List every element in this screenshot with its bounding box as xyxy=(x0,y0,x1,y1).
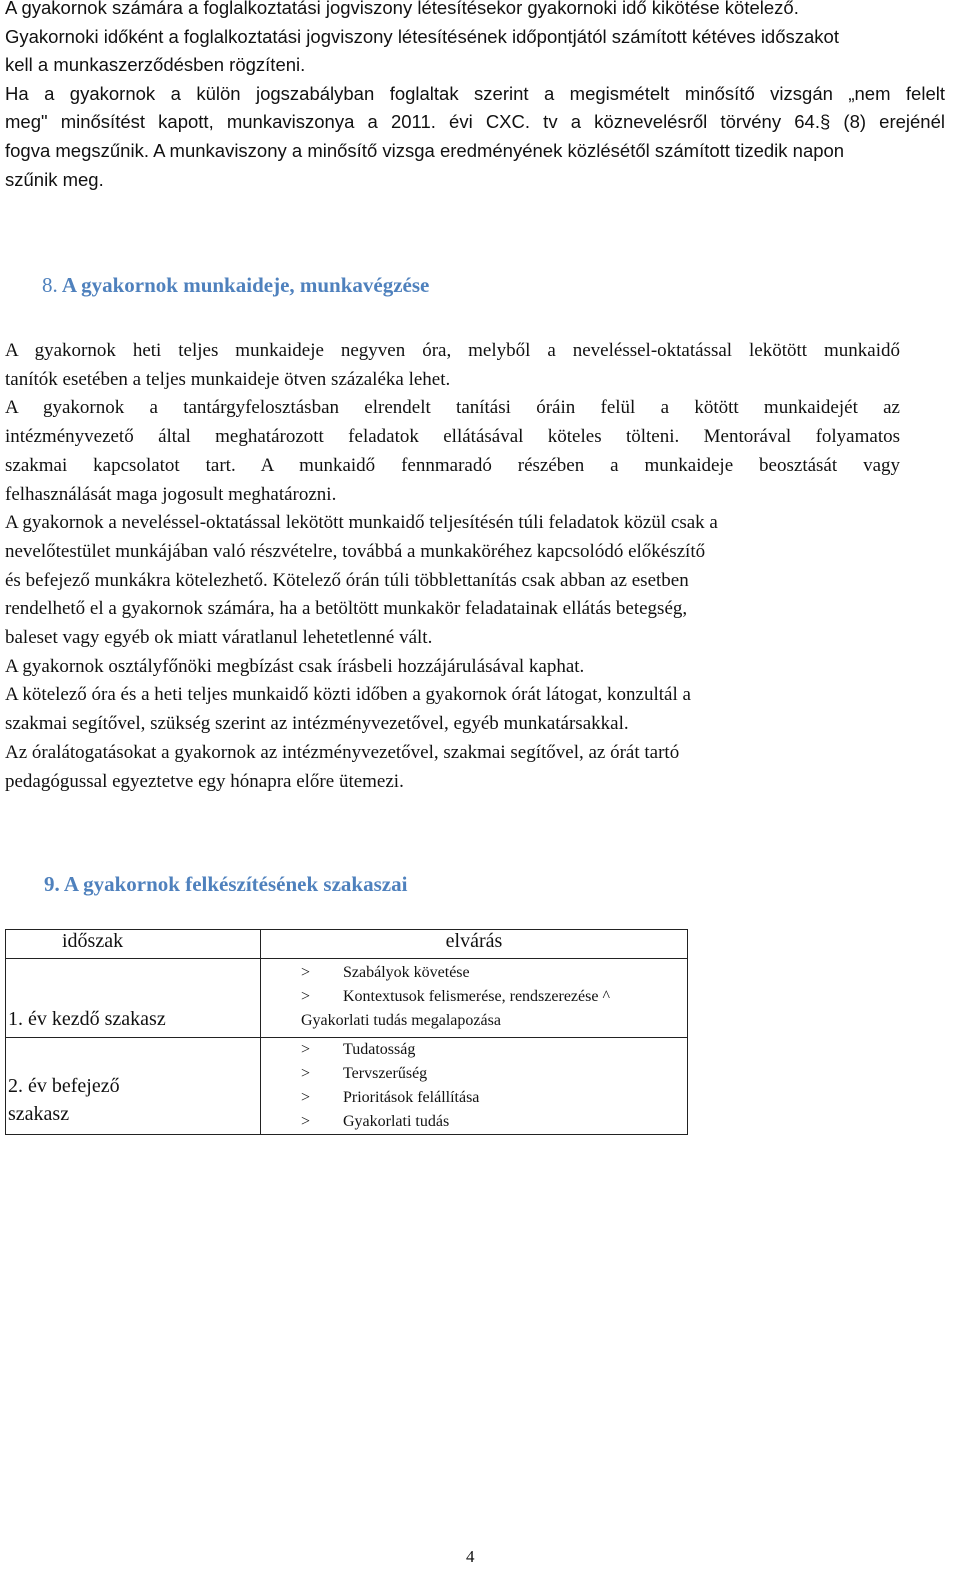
item-text: Kontextusok felismerése, rendszerezése ^ xyxy=(343,988,610,1005)
expectation-cell xyxy=(261,1038,688,1135)
period-label-line: 2. év befejező xyxy=(8,1075,120,1097)
item-text: Szabályok követése xyxy=(343,964,470,981)
text-line: Gyakornoki időként a foglalkoztatási jogviszony létesítésének időpontjától számított kétéves időszakot xyxy=(5,25,839,47)
list-item xyxy=(261,1062,687,1086)
table-row xyxy=(6,959,688,1038)
item-text: Tudatosság xyxy=(343,1041,416,1058)
text-line: A gyakornok számára a foglalkoztatási jogviszony létesítésekor gyakornoki idő kikötése kötelező. xyxy=(5,0,799,18)
text-line: intézményvezető által meghatározott feladatok ellátásával köteles tölteni. Mentorával folyamatos xyxy=(5,426,900,448)
text-line: A gyakornok a tantárgyfelosztásban elrendelt tanítási óráin felül a kötött munkaidejét az xyxy=(5,397,900,419)
text-line: nevelőtestület munkájában való részvételre, továbbá a munkaköréhez kapcsolódó előkészítő xyxy=(5,540,706,562)
training-phases-table xyxy=(5,929,688,1135)
list-item-continuation: Gyakorlati tudás megalapozása xyxy=(301,1012,501,1029)
text-line: Az óralátogatásokat a gyakornok az intézményvezetővel, szakmai segítővel, az órát tartó xyxy=(5,741,680,763)
item-text: Gyakorlati tudás xyxy=(343,1113,450,1130)
section-9-heading: 9. A gyakornok felkészítésének szakaszai xyxy=(44,872,408,896)
text-line: A gyakornok a neveléssel-oktatással lekötött munkaidő teljesítésén túli feladatok közül csak a xyxy=(5,512,718,534)
text-line: szakmai segítővel, szükség szerint az intézményvezetővel, egyéb munkatársakkal. xyxy=(5,713,629,735)
section-number: 8. xyxy=(42,273,58,297)
item-text: Prioritások felállítása xyxy=(343,1089,480,1106)
bullet-marker: > xyxy=(301,964,311,981)
text-line: kell a munkaszerződésben rögzíteni. xyxy=(5,54,306,76)
text-line: rendelhető el a gyakornok számára, ha a betöltött munkakör feladatainak ellátás betegség, xyxy=(5,598,688,620)
text-line: fogva megszűnik. A munkaviszony a minősítő vizsga eredményének közlésétől számított tizedik napon xyxy=(5,139,845,161)
text-line: tanítók esetében a teljes munkaideje ötven százaléka lehet. xyxy=(5,368,451,390)
list-item xyxy=(261,985,687,1009)
text-line: A gyakornok heti teljes munkaideje negyven óra, melyből a neveléssel-oktatással lekötött munkaidő xyxy=(5,340,900,361)
period-cell xyxy=(6,959,261,1038)
text-line: A gyakornok osztályfőnöki megbízást csak írásbeli hozzájárulásával kaphat. xyxy=(5,655,585,677)
section-8-body xyxy=(5,337,900,796)
intro-paragraph xyxy=(5,0,945,194)
list-item xyxy=(261,1086,687,1110)
text-line: meg" minősítést kapott, munkaviszonya a 2011. évi CXC. tv a köznevelésről törvény 64.§ (8) erejénél xyxy=(5,111,945,133)
item-text: Tervszerűség xyxy=(343,1065,428,1082)
bullet-marker: > xyxy=(301,1113,311,1130)
text-line: baleset vagy egyéb ok miatt váratlanul lehetetlenné vált. xyxy=(5,627,433,649)
column-header-expectation: elvárás xyxy=(261,930,688,959)
section-8-heading xyxy=(42,273,429,298)
table-header-row xyxy=(6,930,688,959)
text-line: pedagógussal egyeztetve egy hónapra előre ütemezi. xyxy=(5,770,404,792)
bullet-marker: > xyxy=(301,1065,311,1082)
text-line: és befejező munkákra kötelezhető. Kötelező órán túli többlettanítás csak abban az esetben xyxy=(5,569,689,591)
period-label-line: szakasz xyxy=(8,1103,70,1125)
text-line: Ha a gyakornok a külön jogszabályban foglaltak szerint a megismételt minősítő vizsgán „nem felelt xyxy=(5,82,945,104)
period-cell xyxy=(6,1038,261,1135)
text-line: szűnik meg. xyxy=(5,168,104,190)
column-header-period: időszak xyxy=(6,930,261,959)
table-row xyxy=(6,1038,688,1135)
bullet-marker: > xyxy=(301,988,311,1005)
list-item xyxy=(261,1038,687,1062)
list-item xyxy=(261,1110,687,1134)
text-line: felhasználását maga jogosult meghatározni. xyxy=(5,483,337,505)
text-line: szakmai kapcsolatot tart. A munkaidő fennmaradó részében a munkaideje beosztását vagy xyxy=(5,454,900,476)
page-number: 4 xyxy=(466,1547,475,1566)
period-label: 1. év kezdő szakasz xyxy=(8,1008,166,1030)
text-line: A kötelező óra és a heti teljes munkaidő közti időben a gyakornok órát látogat, konzultál a xyxy=(5,684,691,706)
bullet-marker: > xyxy=(301,1041,311,1058)
list-item xyxy=(261,961,687,985)
expectation-cell xyxy=(261,959,688,1038)
section-title: A gyakornok munkaideje, munkavégzése xyxy=(61,273,430,297)
bullet-marker: > xyxy=(301,1089,311,1106)
